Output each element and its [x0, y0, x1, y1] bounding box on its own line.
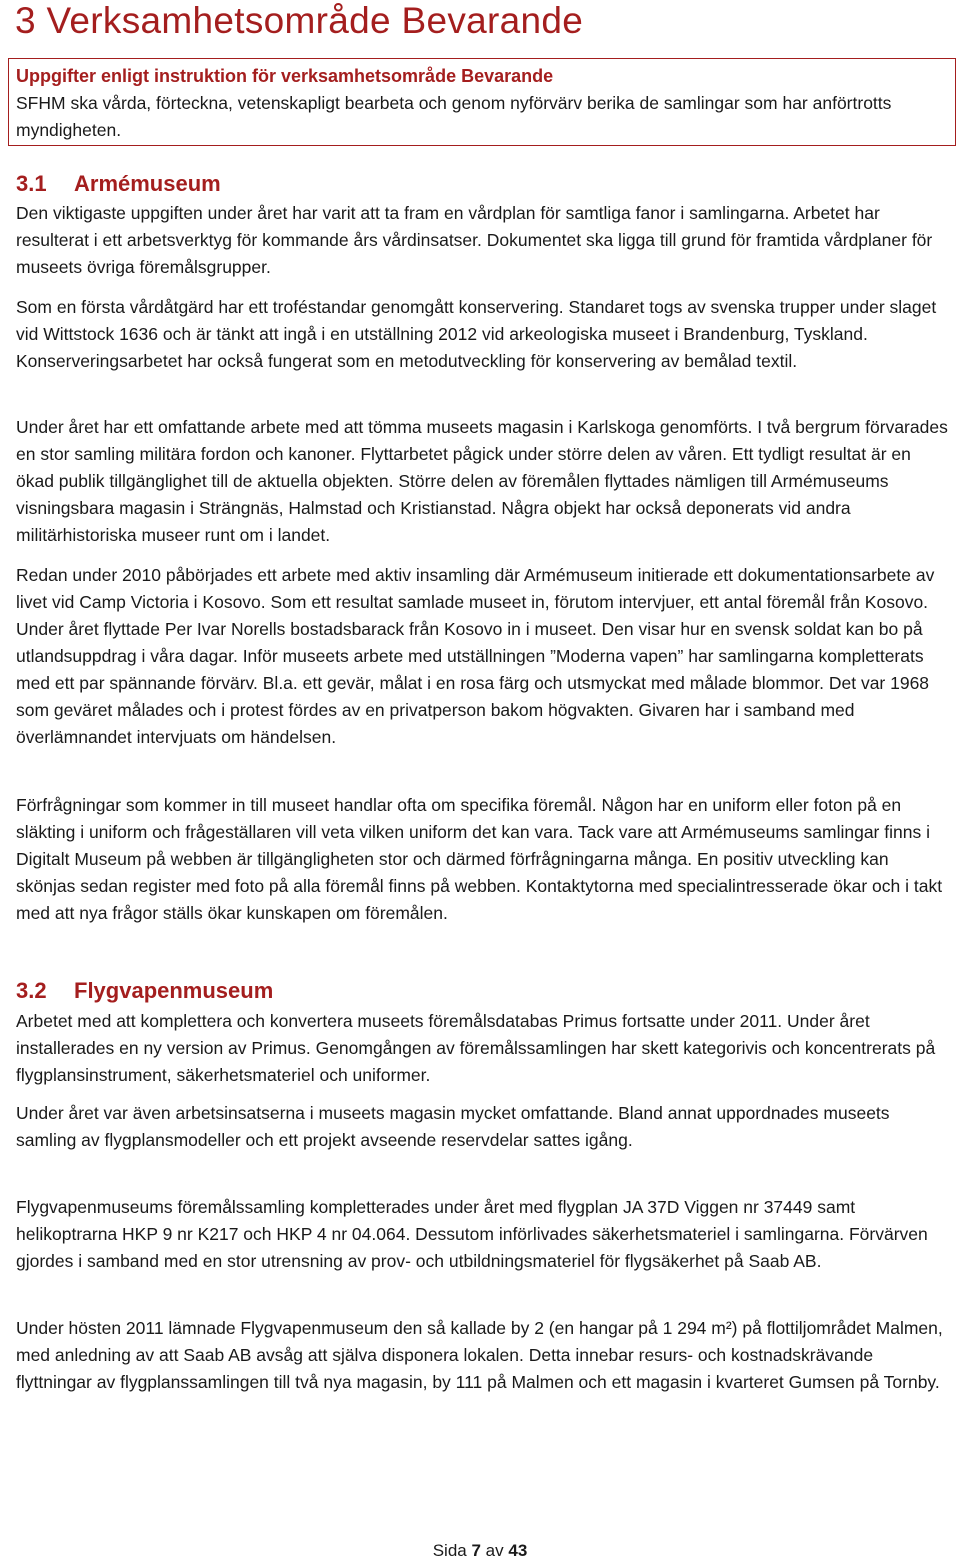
paragraph: Under hösten 2011 lämnade Flygvapenmuseum den så kallade by 2 (en hangar på 1 294 m²) på flottiljområdet Malmen, med anledning av att Saab AB avsåg att själva disponera lokalen. Detta innebar resurs- och kostnadskrävande flyttningar av flygplanssamlingen till två nya magasin, by 111 på Malmen och ett magasin i kvarteret Gumsen på Tornby. [16, 1318, 943, 1392]
instruction-heading: Uppgifter enligt instruktion för verksamhetsområde Bevarande [16, 66, 554, 86]
page-footer [0, 1540, 960, 1562]
footer-middle: av [485, 1541, 504, 1560]
page-total: 43 [508, 1541, 528, 1560]
paragraph: Förfrågningar som kommer in till museet handlar ofta om specifika föremål. Någon har en uniform eller foton på en släkting i uniform och frågeställaren vill veta vilken uniform det kan vara. Tack vare att Armémuseums samlingar finns i Digitalt Museum på webben är tillgängligheten stor och därmed förfrågningarna många. En positiv utveckling kan skönjas sedan register med foto på alla föremål finns på webben. Kontaktytorna med specialintresserade ökar och i takt med att nya frågor ställs ökar kunskapen om föremålen. [16, 795, 943, 923]
section-title: Armémuseum [74, 171, 221, 196]
paragraph: Flygvapenmuseums föremålssamling kompletterades under året med flygplan JA 37D Viggen nr 37449 samt helikoptrarna HKP 9 nr K217 och HKP 4 nr 04.064. Dessutom införlivades säkerhetsmateriel i samlingarna. Förvärven gjordes i samband med en stor utrensning av prov- och utbildningsmateriel för flygsäkerhet på Saab AB. [16, 1197, 928, 1271]
paragraph: Under året har ett omfattande arbete med att tömma museets magasin i Karlskoga genomförts. I två bergrum förvarades en stor samling militära fordon och kanoner. Flyttarbetet pågick under större delen av våren. Ett tydligt resultat är en ökad publik tillgänglighet till de aktuella objekten. Större delen av föremålen flyttades nämligen till Armémuseums visningsbara magasin i Strängnäs, Halmstad och Kristianstad. Några objekt har också deponerats vid andra militärhistoriska museer runt om i landet. [16, 417, 948, 545]
page-number: 7 [471, 1541, 481, 1560]
chapter-title: 3 Verksamhetsområde Bevarande [15, 0, 584, 41]
section-number: 3.2 [16, 978, 47, 1003]
paragraph: Som en första vårdåtgärd har ett troféstandar genomgått konservering. Standaret togs av svenska trupper under slaget vid Wittstock 1636 och är tänkt att ingå i en utställning 2012 vid arkeologiska museet i Brandenburg, Tyskland. Konserveringsarbetet har också fungerat som en metodutveckling för konservering av bemålad textil. [16, 297, 937, 371]
section-heading-flygvapenmuseum [16, 978, 273, 1004]
paragraph: Redan under 2010 påbörjades ett arbete med aktiv insamling där Armémuseum initierade ett dokumentationsarbete av livet vid Camp Victoria i Kosovo. Som ett resultat samlade museet in, förutom intervjuer, ett antal föremål från Kosovo. Under året flyttade Per Ivar Norells bostadsbarack från Kosovo in i museet. Den visar hur en svensk soldat kan bo på utlandsuppdrag i våra dagar. Inför museets arbete med utställningen ”Moderna vapen” har samlingarna kompletterats med ett par spännande förvärv. Bl.a. ett gevär, målat i en rosa färg och utsmyckat med målade blommor. Det var 1968 som geväret målades och i protest fördes av en privatperson bakom högvakten. Givaren har i samband med överlämnandet intervjuats om händelsen. [16, 565, 935, 747]
section-title: Flygvapenmuseum [74, 978, 274, 1003]
footer-prefix: Sida [432, 1541, 467, 1560]
paragraph: Arbetet med att komplettera och konvertera museets föremålsdatabas Primus fortsatte under 2011. Under året installerades en ny version av Primus. Genomgången av föremålssamlingen har skett kategorivis och koncentrerats på flygplansinstrument, säkerhetsmateriel och uniformer. [16, 1011, 936, 1085]
paragraph: Den viktigaste uppgiften under året har varit att ta fram en vårdplan för samtliga fanor i samlingarna. Arbetet har resulterat i ett arbetsverktyg för kommande års vårdinsatser. Dokumentet ska ligga till grund för framtida vårdplaner för museets övriga föremålsgrupper. [16, 203, 933, 277]
paragraph: Under året var även arbetsinsatserna i museets magasin mycket omfattande. Bland annat uppordnades museets samling av flygplansmodeller och ett projekt avseende reservdelar sattes igång. [16, 1103, 890, 1150]
section-heading-armemuseum [16, 171, 221, 197]
instruction-text: SFHM ska vårda, förteckna, vetenskapligt bearbeta och genom nyförvärv berika de samlingar som har anförtrotts myndigheten. [16, 93, 892, 140]
section-number: 3.1 [16, 171, 47, 196]
